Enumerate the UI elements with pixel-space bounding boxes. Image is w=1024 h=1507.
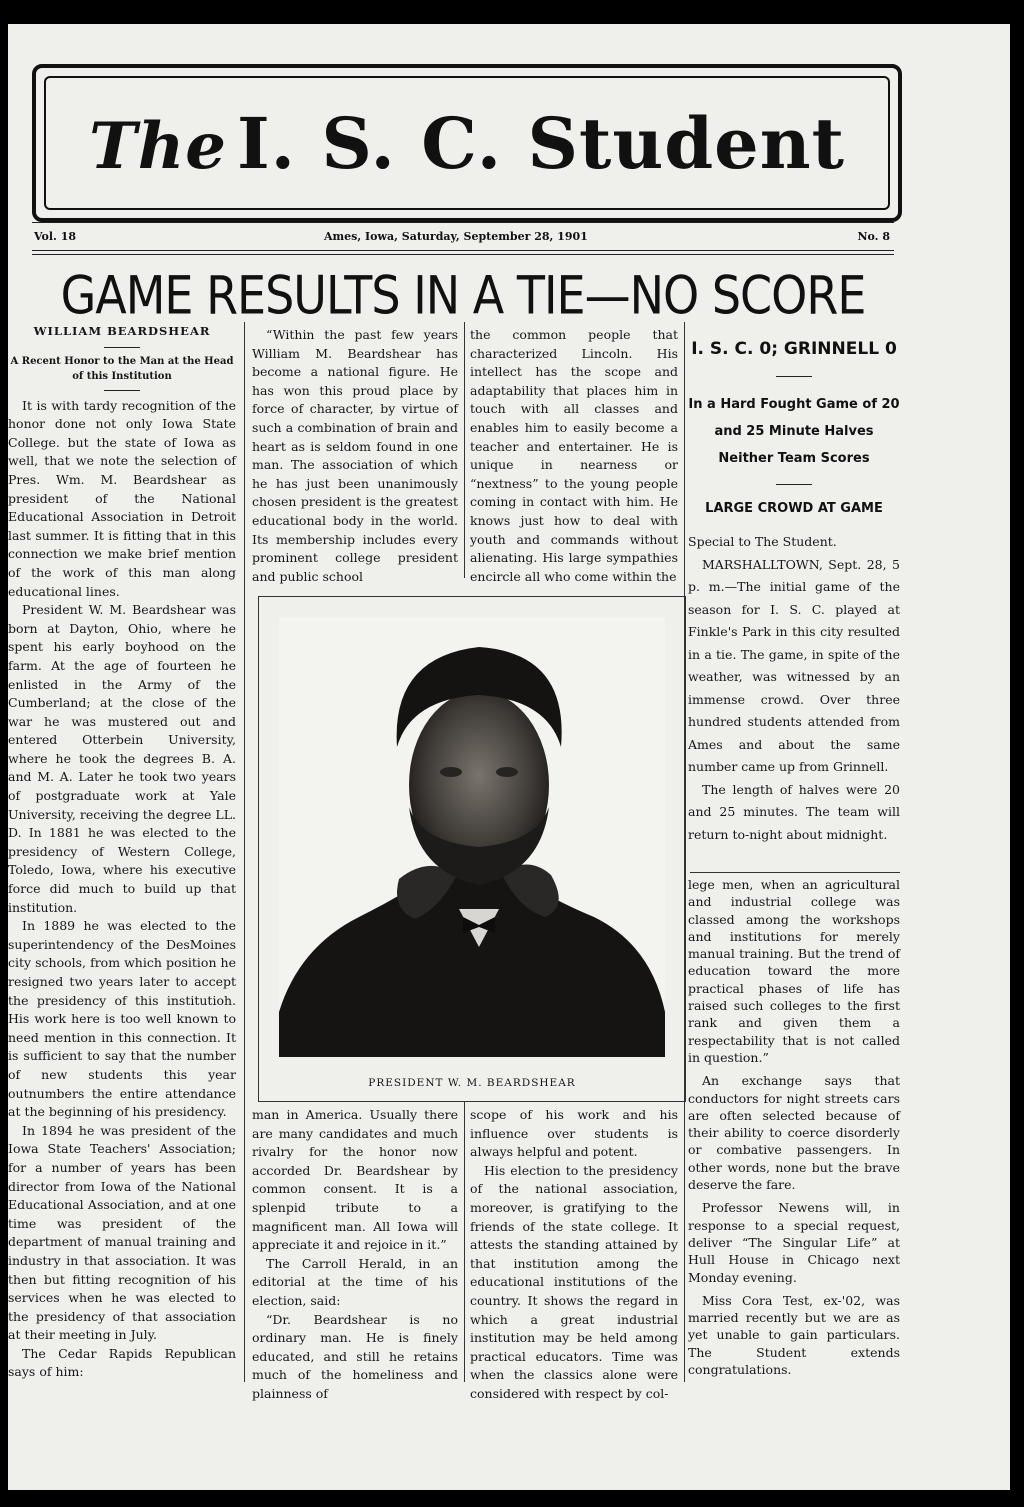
volume-label: Vol. 18 xyxy=(34,230,77,243)
game-report: The length of halves were 20 and 25 minutes. The team will return to-night about midnight. xyxy=(688,781,900,842)
masthead-name: I. S. C. Student xyxy=(236,101,845,185)
paragraph: man in America. Usually there are many candidates and much rivalry for the honor now accorded Dr. Beardshear by common consent. It is a splenpid tribute to a magnificent man. All Iowa will appreciate it and rejoice in it.” xyxy=(252,1107,458,1253)
section-deck: A Recent Honor to the Man at the Head of this Institution xyxy=(10,355,234,382)
newspaper-page xyxy=(8,24,1010,1490)
portrait-frame xyxy=(258,596,686,1102)
portrait-photo xyxy=(279,617,665,1057)
news-item: Miss Cora Test, ex-'02, was married recently but we are as yet unable to gain particulars. The Student extends congratulations. xyxy=(688,1292,900,1378)
crowd-subhead: LARGE CROWD AT GAME xyxy=(705,501,883,516)
score-deck: In a Hard Fought Game of 20 and 25 Minute Halves Neither Team Scores xyxy=(688,397,900,466)
paragraph: The Carroll Herald, in an editorial at the time of his election, said: xyxy=(252,1255,458,1308)
main-headline: GAME RESULTS IN A TIE—NO SCORE xyxy=(60,264,866,327)
dateline-rule-2 xyxy=(32,254,894,255)
dateline-rule xyxy=(32,250,894,251)
portrait-caption: PRESIDENT W. M. BEARDSHEAR xyxy=(368,1077,576,1089)
column-4-bottom xyxy=(688,876,900,1378)
column-3-top xyxy=(470,326,678,586)
paragraph: In 1894 he was president of the Iowa State Teachers' Association; for a number of years has been director from Iowa of the National Educational Association, and at one time was president of the department of manual training and industry in that association. It was then but fitting recognition of his services when he was elected to the presidency of that association at their meeting in July. xyxy=(8,1122,236,1343)
special-line: Special to The Student. xyxy=(688,534,837,549)
paragraph: His election to the presidency of the national association, moreover, is gratifying to the friends of the state college. It attests the standing attained by that institution among the educational institutions of the country. It shows the regard in which a great industrial institution may be held among practical educators. Time was when the classics alone were considered with respect by col- xyxy=(470,1162,678,1401)
issue-number: No. 8 xyxy=(857,230,890,243)
masthead-rule xyxy=(32,222,894,223)
game-report: MARSHALLTOWN, Sept. 28, 5 p. m.—The initial game of the season for I. S. C. played at Finkle's Park in this city resulted in a tie. The game, in spite of the weather, was witnessed by an immense crowd. Over three hundred students attended from Ames and about the same number came up from Grinnell. xyxy=(688,556,900,774)
column-4 xyxy=(688,336,900,846)
column-2-top xyxy=(252,326,458,586)
masthead-the: The xyxy=(89,108,227,184)
news-item: Professor Newens will, in response to a special request, deliver “The Singular Life” at Hull House in Chicago next Monday evening. xyxy=(688,1200,900,1285)
column-divider xyxy=(464,322,465,578)
column-divider xyxy=(244,322,245,1382)
column-1 xyxy=(8,322,236,1382)
column-2-bottom xyxy=(252,1106,458,1404)
dateline xyxy=(32,230,894,248)
paragraph: scope of his work and his influence over students is always helpful and potent. xyxy=(470,1107,678,1160)
news-item: An exchange says that conductors for night streets cars are often selected because of their ability to coerce disorderly or combative passengers. In other words, none but the brave deserve the fare. xyxy=(688,1073,900,1193)
section-title: WILLIAM BEARDSHEAR xyxy=(33,324,211,338)
paragraph: It is with tardy recognition of the honor done not only Iowa State College. but the state of Iowa as well, that we note the selection of Pres. Wm. M. Beardshear as president of the National Educational Association in Detroit last summer. It is fitting that in this connection we make brief mention of the work of this man along educational lines. xyxy=(8,397,236,599)
column-3-bottom xyxy=(470,1106,678,1404)
paragraph: “Dr. Beardshear is no ordinary man. He is finely educated, and still he retains much of the homeliness and plainness of xyxy=(252,1311,458,1401)
paragraph: In 1889 he was elected to the superintendency of the DesMoines city schools, from which position he resigned two years later to accept the presidency of this institutioh. His work here is too well known to need mention in this connection. It is sufficient to say that the number of new students this year outnumbers the entire attendance at the beginning of his presidency. xyxy=(8,918,236,1120)
continued-text: lege men, when an agricultural and industrial college was classed among the workshops and institutions for merely manual training. But the trend of education toward the more practical phases of life has raised such colleges to the first rank and given them a respectability that is not called in question.” xyxy=(688,877,900,1065)
place-date: Ames, Iowa, Saturday, September 28, 1901 xyxy=(324,230,588,243)
paragraph: The Cedar Rapids Republican says of him: xyxy=(8,1345,236,1380)
masthead-title xyxy=(89,102,845,185)
masthead xyxy=(32,64,902,222)
paragraph: “Within the past few years William M. Beardshear has become a national figure. He has won this proud place by force of character, by virtue of such a combination of brain and heart as is seldom found in one man. The association of which he has just been unanimously chosen president is the greatest educational body in the world. Its membership includes every prominent college president and public school xyxy=(252,327,458,584)
paragraph: President W. M. Beardshear was born at Dayton, Ohio, where he spent his early boyhood on the farm. At the age of fourteen he enlisted in the Army of the Cumberland; at the close of the war he was mustered out and entered Otterbein University, where he took the degrees B. A. and M. A. Later he took two years of postgraduate work at Yale University, receiving the degree LL. D. In 1881 he was elected to the presidency of Western College, Toledo, Iowa, where his executive force did much to build up that institution. xyxy=(8,602,236,915)
paragraph: the common people that characterized Lincoln. His intellect has the scope and adaptability that places him in touch with all classes and enables him to easily become a teacher and entertainer. He is unique in nearness or “nextness” to the young people coming in contact with him. He knows just how to deal with youth and commands without alienating. His large sympathies encircle all who come within the xyxy=(470,327,678,584)
section-rule xyxy=(690,872,900,873)
column-divider xyxy=(464,1102,465,1382)
portrait-illustration xyxy=(279,617,665,1057)
score-headline: I. S. C. 0; GRINNELL 0 xyxy=(691,339,897,359)
